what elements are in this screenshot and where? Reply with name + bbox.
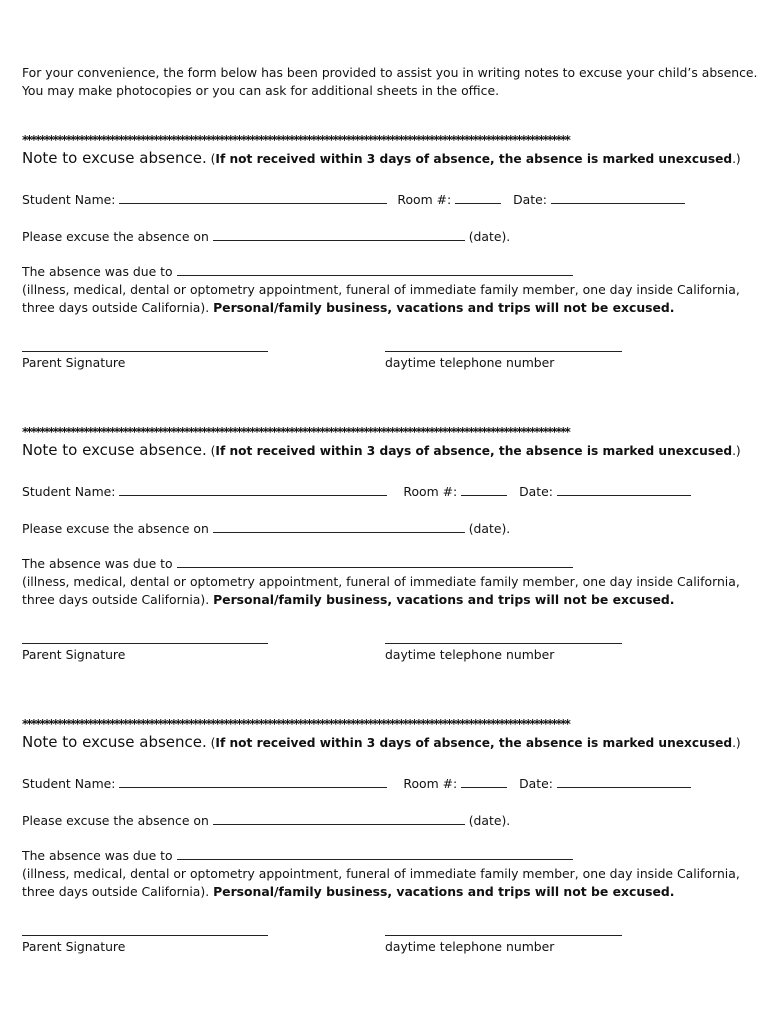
date-suffix: (date). [464, 521, 511, 536]
reasons-line-2: three days outside California). Personal/family business, vacations and trips will not be excused. [22, 884, 675, 899]
excuse-date-row [22, 520, 510, 538]
student-row [22, 191, 685, 209]
date-suffix: (date). [464, 229, 511, 244]
parent-signature-line[interactable] [22, 934, 268, 936]
not-excused-text: Personal/family business, vacations and trips will not be excused. [213, 592, 675, 607]
parent-signature-label: Parent Signature [22, 355, 126, 370]
room-field[interactable] [455, 191, 501, 204]
date-suffix: (date). [464, 813, 511, 828]
form-heading: Note to excuse absence. (If not received within 3 days of absence, the absence is marked unexcused.) [22, 149, 741, 167]
reasons-line-1: (illness, medical, dental or optometry appointment, funeral of immediate family member, one day inside California, [22, 574, 740, 589]
parent-signature-label: Parent Signature [22, 939, 126, 954]
excuse-label: Please excuse the absence on [22, 229, 213, 244]
reasons-line-2: three days outside California). Personal/family business, vacations and trips will not be excused. [22, 300, 675, 315]
telephone-label: daytime telephone number [385, 355, 555, 370]
star-separator: ***************************************************************************************************************************** [22, 718, 569, 730]
form-title: Note to excuse absence. [22, 733, 207, 751]
student-name-label: Student Name: [22, 776, 120, 791]
parent-signature-line[interactable] [22, 350, 268, 352]
excuse-form-1 [22, 134, 752, 394]
form-title: Note to excuse absence. [22, 441, 207, 459]
excuse-label: Please excuse the absence on [22, 521, 213, 536]
not-excused-text: Personal/family business, vacations and trips will not be excused. [213, 884, 675, 899]
excuse-date-row [22, 812, 510, 830]
telephone-line[interactable] [385, 642, 622, 644]
form-notice: If not received within 3 days of absence, the absence is marked unexcused [215, 152, 733, 166]
intro-line-2: You may make photocopies or you can ask for additional sheets in the office. [22, 83, 500, 98]
excuse-form-2 [22, 426, 752, 686]
excuse-form-3 [22, 718, 752, 978]
student-name-label: Student Name: [22, 192, 120, 207]
reason-field[interactable] [177, 263, 573, 276]
telephone-label: daytime telephone number [385, 939, 555, 954]
form-heading: Note to excuse absence. (If not received within 3 days of absence, the absence is marked unexcused.) [22, 441, 741, 459]
reason-field[interactable] [177, 847, 573, 860]
reasons-line-1: (illness, medical, dental or optometry appointment, funeral of immediate family member, one day inside California, [22, 282, 740, 297]
absence-date-field[interactable] [213, 812, 465, 825]
excuse-date-row [22, 228, 510, 246]
reason-row [22, 555, 573, 573]
date-label: Date: [519, 776, 557, 791]
room-label: Room #: [403, 776, 462, 791]
intro-text [22, 64, 758, 100]
form-heading: Note to excuse absence. (If not received within 3 days of absence, the absence is marked unexcused.) [22, 733, 741, 751]
absence-date-field[interactable] [213, 520, 465, 533]
student-name-field[interactable] [119, 483, 387, 496]
room-label: Room #: [403, 484, 462, 499]
parent-signature-label: Parent Signature [22, 647, 126, 662]
form-notice: If not received within 3 days of absence, the absence is marked unexcused [215, 736, 733, 750]
student-name-field[interactable] [119, 775, 387, 788]
reason-row [22, 847, 573, 865]
date-field[interactable] [551, 191, 685, 204]
reasons-line-2: three days outside California). Personal/family business, vacations and trips will not be excused. [22, 592, 675, 607]
parent-signature-line[interactable] [22, 642, 268, 644]
date-label: Date: [519, 484, 557, 499]
room-field[interactable] [461, 483, 507, 496]
student-name-field[interactable] [119, 191, 387, 204]
star-separator: ***************************************************************************************************************************** [22, 134, 569, 146]
telephone-label: daytime telephone number [385, 647, 555, 662]
star-separator: ***************************************************************************************************************************** [22, 426, 569, 438]
due-label: The absence was due to [22, 848, 177, 863]
absence-date-field[interactable] [213, 228, 465, 241]
room-label: Room #: [397, 192, 456, 207]
form-notice: If not received within 3 days of absence, the absence is marked unexcused [215, 444, 733, 458]
due-label: The absence was due to [22, 556, 177, 571]
date-field[interactable] [557, 483, 691, 496]
intro-line-1: For your convenience, the form below has been provided to assist you in writing notes to excuse your child’s absence. [22, 65, 758, 80]
telephone-line[interactable] [385, 350, 622, 352]
reason-field[interactable] [177, 555, 573, 568]
student-row [22, 775, 691, 793]
student-row [22, 483, 691, 501]
reasons-line-1: (illness, medical, dental or optometry appointment, funeral of immediate family member, one day inside California, [22, 866, 740, 881]
reason-row [22, 263, 573, 281]
student-name-label: Student Name: [22, 484, 120, 499]
due-label: The absence was due to [22, 264, 177, 279]
excuse-label: Please excuse the absence on [22, 813, 213, 828]
date-field[interactable] [557, 775, 691, 788]
room-field[interactable] [461, 775, 507, 788]
telephone-line[interactable] [385, 934, 622, 936]
not-excused-text: Personal/family business, vacations and trips will not be excused. [213, 300, 675, 315]
form-title: Note to excuse absence. [22, 149, 207, 167]
date-label: Date: [513, 192, 551, 207]
